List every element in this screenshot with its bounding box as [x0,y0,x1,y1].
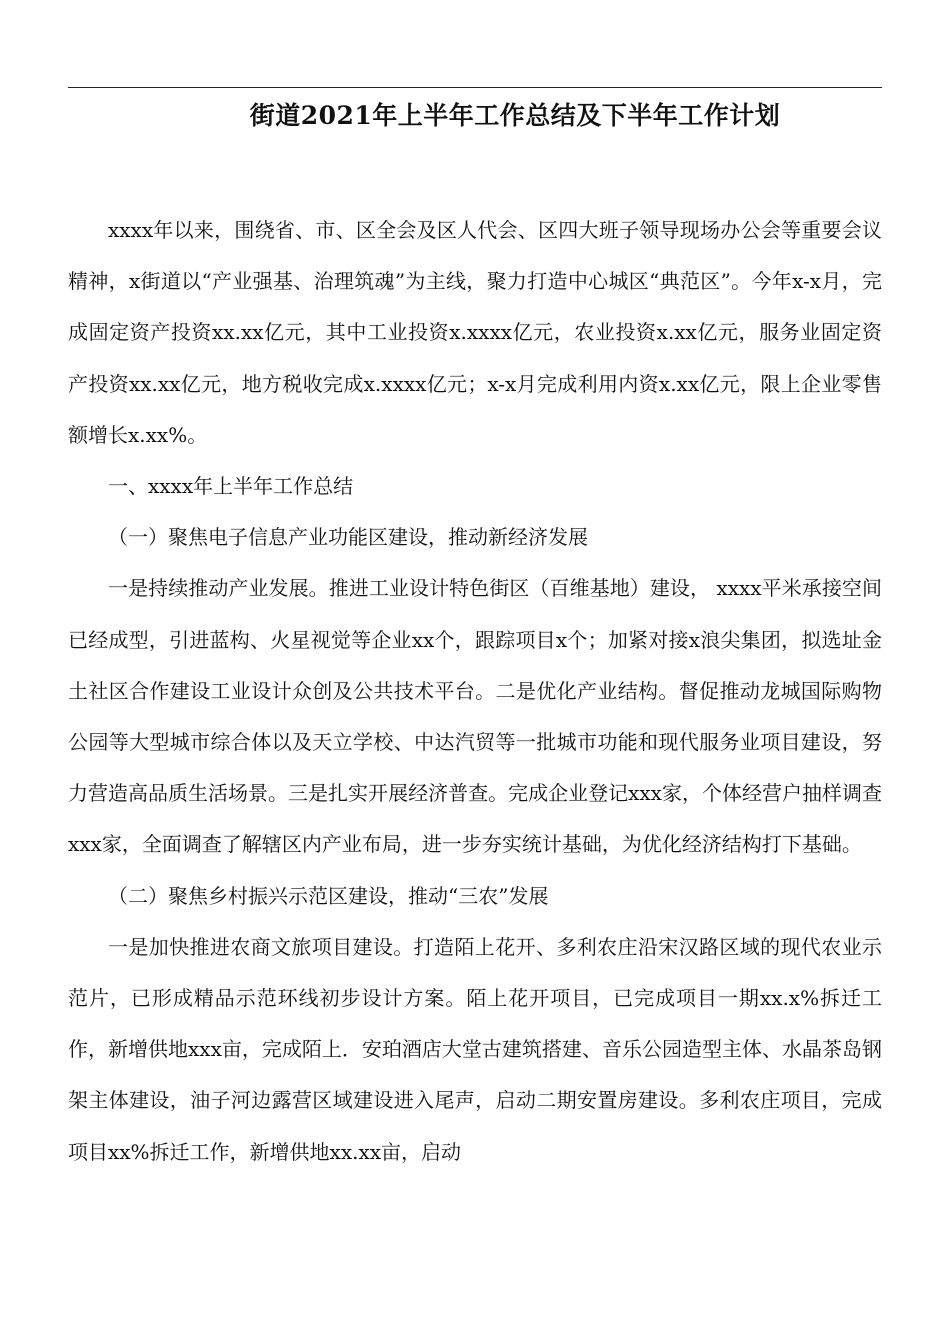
body-paragraph: 一是加快推进农商文旅项目建设。打造陌上花开、多利农庄沿宋汉路区域的现代农业示范片，已形成精品示范环线初步设计方案。陌上花开项目，已完成项目一期xx.x%拆迁工作，新增供地xxx亩，完成陌上．安珀酒店大堂古建筑搭建、音乐公园造型主体、水晶茶岛钢架主体建设，油子河边露营区域建设进入尾声，启动二期安置房建设。多利农庄项目，完成项目xx%拆迁工作，新增供地xx.xx亩，启动 [68,934,882,1164]
document-title: 街道2021年上半年工作总结及下半年工作计划 [249,101,781,130]
body-paragraph: 一是持续推动产业发展。推进工业设计特色街区（百维基地）建设， xxxx平米承接空间已经成型，引进蓝构、火星视觉等企业xx个，跟踪项目x个；加紧对接x浪尖集团，拟选址金土社区合作建设工业设计众创及公共技术平台。二是优化产业结构。督促推动龙城国际购物公园等大型城市综合体以及天立学校、中达汽贸等一批城市功能和现代服务业项目建设，努力营造高品质生活场景。三是扎实开展经济普查。完成企业登记xxx家，个体经营户抽样调查xxx家，全面调查了解辖区内产业布局，进一步夯实统计基础，为优化经济结构打下基础。 [68,576,882,857]
section-heading: 一、xxxx年上半年工作总结 [108,474,354,499]
subsection-heading: （二）聚焦乡村振兴示范区建设，推动“三农”发展 [108,883,549,908]
intro-paragraph: xxxx年以来，围绕省、市、区全会及区人代会、区四大班子领导现场办公会等重要会议精神，x街道以“产业强基、治理筑魂”为主线，聚力打造中心城区“典范区”。今年x-x月，完成固定资产投资xx.xx亿元，其中工业投资x.xxxx亿元，农业投资x.xx亿元，服务业固定资产投资xx.xx亿元，地方税收完成x.xxxx亿元；x-x月完成利用内资x.xx亿元，限上企业零售额增长x.xx%。 [68,218,882,447]
subsection-heading: （一）聚焦电子信息产业功能区建设，推动新经济发展 [108,525,588,550]
header-rule [68,87,882,88]
document-body [68,205,882,1178]
